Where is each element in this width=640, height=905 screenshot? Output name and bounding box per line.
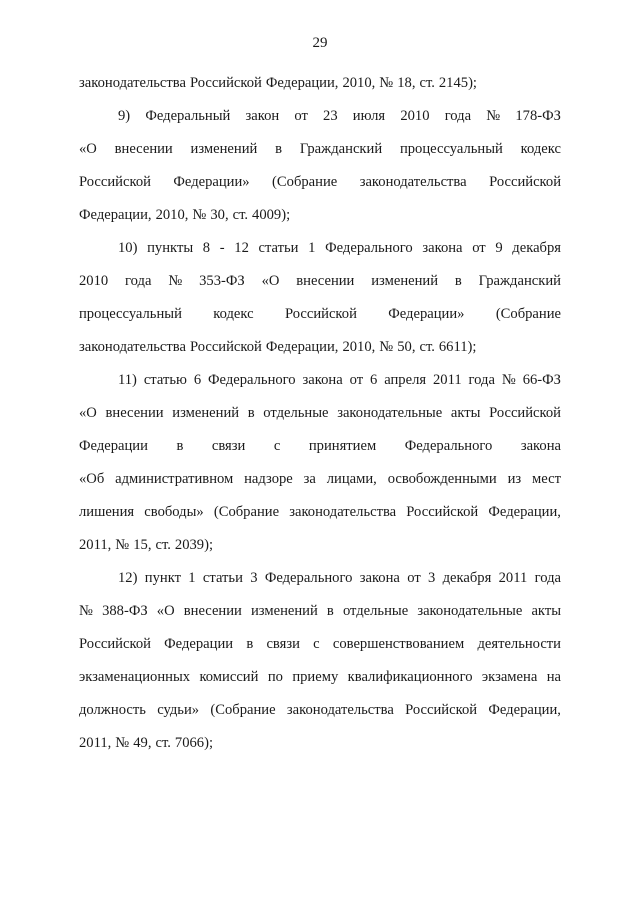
- word: от: [294, 108, 308, 124]
- word: на: [546, 669, 561, 685]
- word: 2010,: [155, 207, 189, 223]
- word: №: [486, 108, 501, 124]
- word: года: [125, 273, 152, 289]
- word: от: [349, 372, 364, 388]
- word: законодательства: [79, 339, 186, 355]
- word: Федерации,: [488, 504, 561, 520]
- word: 4009);: [252, 207, 291, 223]
- word: 6611);: [438, 339, 477, 355]
- word: 2010: [400, 108, 430, 124]
- word: 50,: [397, 339, 416, 355]
- word: ст.: [419, 75, 435, 91]
- word: 3: [250, 570, 258, 586]
- word: закона: [359, 570, 400, 586]
- word: акты: [450, 405, 481, 421]
- word: Федерации,: [265, 339, 339, 355]
- word: связи: [266, 636, 300, 652]
- word: апреля: [384, 372, 427, 388]
- word: 9): [118, 108, 131, 124]
- word: (Собрание: [210, 702, 276, 718]
- text-line: [79, 468, 561, 490]
- word: ст.: [419, 339, 435, 355]
- word: 178-ФЗ: [515, 108, 561, 124]
- word: года: [468, 372, 495, 388]
- word: изменений: [190, 141, 258, 157]
- word: 2011,: [79, 735, 112, 751]
- word: с: [313, 636, 320, 652]
- word: 18,: [397, 75, 416, 91]
- word: законодательные: [417, 603, 523, 619]
- word: Российской: [189, 339, 262, 355]
- word: №: [379, 339, 394, 355]
- text-line: [79, 567, 561, 589]
- word: Федерации,: [265, 75, 339, 91]
- word: Федерации,: [488, 702, 561, 718]
- word: №: [379, 75, 394, 91]
- word: (Собрание: [213, 504, 280, 520]
- word: комиссий: [199, 669, 259, 685]
- text-line: [79, 204, 561, 226]
- word: экзамена: [481, 669, 538, 685]
- text-line: [79, 699, 561, 721]
- word: процессуальный: [399, 141, 503, 157]
- word: статьи: [258, 240, 299, 256]
- word: (Собрание: [495, 306, 561, 322]
- word: 12: [234, 240, 249, 256]
- word: 11): [118, 372, 137, 388]
- word: внесении: [296, 273, 355, 289]
- word: декабря: [442, 570, 492, 586]
- word: 66-ФЗ: [522, 372, 561, 388]
- word: за: [303, 471, 316, 487]
- word: Федерального: [325, 240, 413, 256]
- word: (Собрание: [272, 174, 338, 190]
- word: Российской: [189, 75, 262, 91]
- word: Российской: [79, 174, 151, 190]
- text-line: [79, 303, 561, 325]
- word: пункт: [144, 570, 181, 586]
- word: Российской: [284, 306, 357, 322]
- page-number: 29: [312, 35, 328, 51]
- word: ст.: [155, 537, 171, 553]
- word: 1: [308, 240, 316, 256]
- word: 2010,: [342, 339, 376, 355]
- word: 12): [118, 570, 138, 586]
- word: «О: [261, 273, 280, 289]
- word: внесении: [114, 141, 173, 157]
- word: в: [275, 141, 283, 157]
- word: №: [501, 372, 516, 388]
- text-line: [79, 600, 561, 622]
- word: Российской: [406, 504, 479, 520]
- text-line: [79, 534, 561, 556]
- word: 388-ФЗ: [102, 603, 148, 619]
- word: пункты: [147, 240, 194, 256]
- word: 49,: [133, 735, 152, 751]
- word: декабря: [512, 240, 561, 256]
- word: изменений: [250, 603, 318, 619]
- word: 15,: [133, 537, 152, 553]
- text-line: [79, 369, 561, 391]
- word: закона: [422, 240, 463, 256]
- text-line: [79, 72, 561, 94]
- word: с: [273, 438, 281, 454]
- word: отдельные: [342, 603, 409, 619]
- text-line: [79, 435, 561, 457]
- word: закона: [302, 372, 343, 388]
- word: кодекс: [213, 306, 254, 322]
- word: законодательства: [289, 504, 397, 520]
- document-body: [79, 72, 561, 765]
- word: «О: [156, 603, 175, 619]
- word: 2011: [432, 372, 462, 388]
- word: ст.: [232, 207, 249, 223]
- word: лишения: [79, 504, 135, 520]
- word: от: [407, 570, 421, 586]
- text-line: [79, 501, 561, 523]
- text-line: [79, 270, 561, 292]
- word: в: [176, 438, 184, 454]
- word: из: [507, 471, 522, 487]
- word: Гражданский: [478, 273, 561, 289]
- word: процессуальный: [79, 306, 182, 322]
- word: акты: [531, 603, 561, 619]
- word: года: [444, 108, 472, 124]
- word: свободы»: [144, 504, 204, 520]
- word: года: [534, 570, 561, 586]
- word: Федерации»: [173, 174, 250, 190]
- word: в: [246, 636, 254, 652]
- word: 6: [193, 372, 202, 388]
- word: Федерального: [404, 438, 493, 454]
- word: 2010,: [342, 75, 376, 91]
- word: №: [115, 537, 130, 553]
- word: Федерации: [164, 636, 234, 652]
- word: 2011: [498, 570, 528, 586]
- word: кодекс: [520, 141, 561, 157]
- word: законодательные: [337, 405, 443, 421]
- word: Федерации: [79, 438, 148, 454]
- word: №: [115, 735, 130, 751]
- text-line: [79, 336, 561, 358]
- word: Федерального: [264, 570, 353, 586]
- word: изменений: [371, 273, 439, 289]
- word: лицами,: [326, 471, 377, 487]
- word: 2039);: [174, 537, 213, 553]
- word: связи: [211, 438, 246, 454]
- word: 6: [370, 372, 378, 388]
- word: статьи: [202, 570, 243, 586]
- word: 1: [188, 570, 196, 586]
- text-line: [79, 666, 561, 688]
- word: -: [219, 240, 225, 256]
- word: Российской: [489, 405, 561, 421]
- word: отдельные: [263, 405, 329, 421]
- word: надзоре: [244, 471, 293, 487]
- text-line: [79, 633, 561, 655]
- word: освобожденными: [387, 471, 497, 487]
- word: по: [267, 669, 283, 685]
- word: от: [472, 240, 486, 256]
- text-line: [79, 105, 561, 127]
- word: июля: [352, 108, 386, 124]
- word: Федерации,: [79, 207, 152, 223]
- word: принятием: [308, 438, 377, 454]
- word: «О: [79, 141, 97, 157]
- word: административном: [115, 471, 234, 487]
- word: Федеральный: [145, 108, 231, 124]
- text-line: [79, 732, 561, 754]
- word: 2145);: [438, 75, 477, 91]
- word: Федерации»: [388, 306, 465, 322]
- word: должность: [79, 702, 146, 718]
- word: законодательства: [359, 174, 467, 190]
- word: закона: [520, 438, 561, 454]
- word: Российской: [489, 174, 561, 190]
- word: деятельности: [477, 636, 561, 652]
- word: 7066);: [174, 735, 213, 751]
- word: законодательства: [286, 702, 394, 718]
- word: квалификационного: [347, 669, 473, 685]
- word: 353-ФЗ: [199, 273, 245, 289]
- word: 30,: [210, 207, 229, 223]
- word: 2010: [79, 273, 109, 289]
- word: №: [79, 603, 93, 619]
- word: Российской: [79, 636, 151, 652]
- text-line: [79, 402, 561, 424]
- word: внесении: [183, 603, 242, 619]
- text-line: [79, 138, 561, 160]
- word: ст.: [155, 735, 171, 751]
- word: закон: [245, 108, 280, 124]
- text-line: [79, 237, 561, 259]
- word: изменений: [172, 405, 240, 421]
- text-line: [79, 171, 561, 193]
- word: №: [192, 207, 207, 223]
- word: совершенствованием: [332, 636, 465, 652]
- word: 2011,: [79, 537, 112, 553]
- word: приему: [292, 669, 339, 685]
- word: №: [168, 273, 183, 289]
- word: в: [454, 273, 462, 289]
- word: 3: [428, 570, 436, 586]
- word: статью: [143, 372, 187, 388]
- word: Федерального: [208, 372, 296, 388]
- word: законодательства: [79, 75, 186, 91]
- word: 23: [323, 108, 338, 124]
- word: судьи»: [157, 702, 200, 718]
- word: 9: [495, 240, 503, 256]
- word: «Об: [79, 471, 105, 487]
- word: Гражданский: [299, 141, 383, 157]
- word: «О: [79, 405, 97, 421]
- word: в: [326, 603, 334, 619]
- word: 10): [118, 240, 138, 256]
- word: экзаменационных: [79, 669, 191, 685]
- word: Российской: [405, 702, 478, 718]
- word: внесении: [105, 405, 164, 421]
- word: 8: [202, 240, 211, 256]
- word: мест: [532, 471, 561, 487]
- word: в: [247, 405, 255, 421]
